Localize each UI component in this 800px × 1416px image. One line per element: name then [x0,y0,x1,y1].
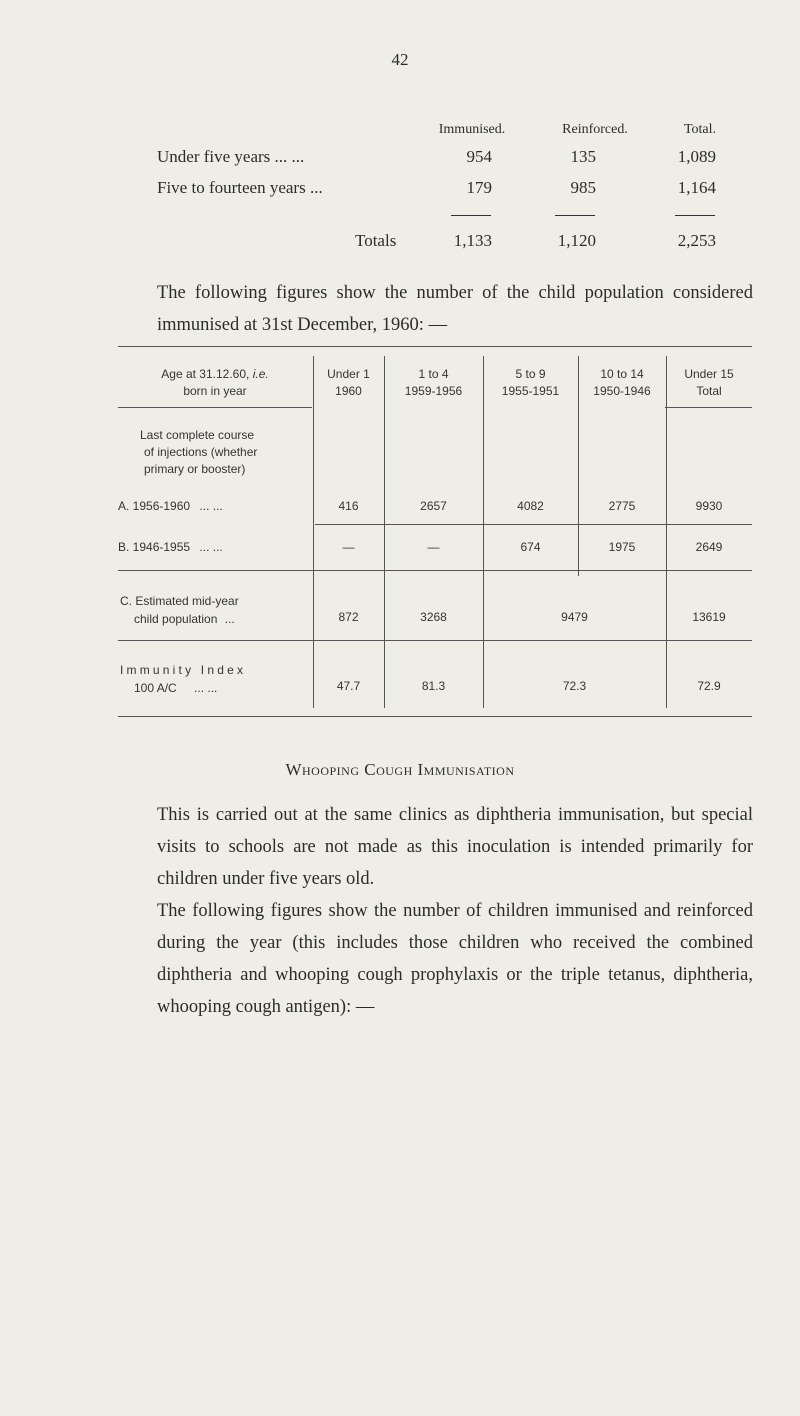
row-a-value: 2775 [608,499,636,513]
total-value: 1,120 [557,231,596,250]
row-a-rule [315,524,752,525]
col-header-10-to-14: 10 to 14 1950-1946 [593,367,651,398]
row-c-value: 3268 [420,610,447,624]
summary-value: 135 [570,147,596,166]
row-a-value: 416 [338,499,359,513]
summary-value: 985 [570,178,596,197]
header-immunised: Immunised. [438,122,506,137]
row-a-label: A. 1956-1960 ... ... [118,499,223,513]
summary-row-label: Under five years ... ... [157,147,305,166]
summary-value: 179 [466,178,492,197]
row-index-value: 72.3 [562,679,587,693]
row-b-value: 2649 [695,540,723,554]
col-header-under-15-total: Under 15 Total [684,367,734,398]
section-title: Whooping Cough Immunisation [285,760,515,779]
row-index-value: 47.7 [336,679,361,693]
last-course-label: Last complete course of injections (whether primary or booster) [140,428,258,476]
sum-rule [555,215,595,216]
col-divider [483,356,484,708]
page-number: 42 [391,50,409,69]
leader-dots: ... ... [274,147,305,166]
intro-paragraph: The following figures show the number of the child population considered immunised at 31st December, 1960: — [157,283,753,335]
row-b-value: — [427,540,440,554]
row-b-value: 674 [520,540,541,554]
row-a-value: 2657 [420,499,447,513]
table-bottom-rule [118,716,752,717]
header-total: Total. [683,122,717,137]
totals-label: Totals [355,231,397,250]
summary-value: 954 [466,147,492,166]
row-b-value: — [342,540,355,554]
row-c-value: 13619 [692,610,726,624]
total-value: 2,253 [677,231,716,250]
summary-value: 1,089 [677,147,716,166]
total-value: 1,133 [453,231,492,250]
sum-rule [451,215,491,216]
sum-rule [675,215,715,216]
row-index-label: Immunity Index 100 A/C ... ... [120,663,247,695]
summary-row-label: Five to fourteen years ... [157,178,323,197]
header-rule [665,407,752,408]
row-b-label: B. 1946-1955 ... ... [118,540,223,554]
row-a-value: 9930 [695,499,723,513]
row-b-rule [118,570,752,571]
row-b-value: 1975 [608,540,636,554]
leader-dots: ... [309,178,323,197]
age-header: Age at 31.12.60, i.e. born in year [161,367,269,398]
row-c-value: 9479 [561,610,588,624]
col-divider [666,356,667,708]
row-c-label: C. Estimated mid-year child population ... [120,594,239,626]
header-rule [118,407,312,408]
row-index-value: 72.9 [697,679,721,693]
row-index-value: 81.3 [421,679,446,693]
col-header-under-1: Under 1 1960 [327,367,370,398]
row-c-value: 872 [338,610,359,624]
table-top-rule [118,346,752,347]
col-header-1-to-4: 1 to 4 1959-1956 [404,367,463,398]
summary-value: 1,164 [677,178,716,197]
col-divider [313,356,314,708]
col-header-5-to-9: 5 to 9 1955-1951 [501,367,560,398]
header-reinforced: Reinforced. [562,122,628,137]
paragraph-2: This is carried out at the same clinics as diphtheria immunisation, but special visits to schools are not made as this inoculation is intended primarily for children under five years old. [157,805,753,889]
row-a-value: 4082 [517,499,544,513]
paragraph-3: The following figures show the number of children immunised and reinforced during the year (this includes those children who received the combined diphtheria and whooping cough prophylaxis or the triple tetanus, diphtheria, whooping cough antigen): — [157,901,753,1017]
col-divider [384,356,385,708]
row-c-rule [118,640,752,641]
